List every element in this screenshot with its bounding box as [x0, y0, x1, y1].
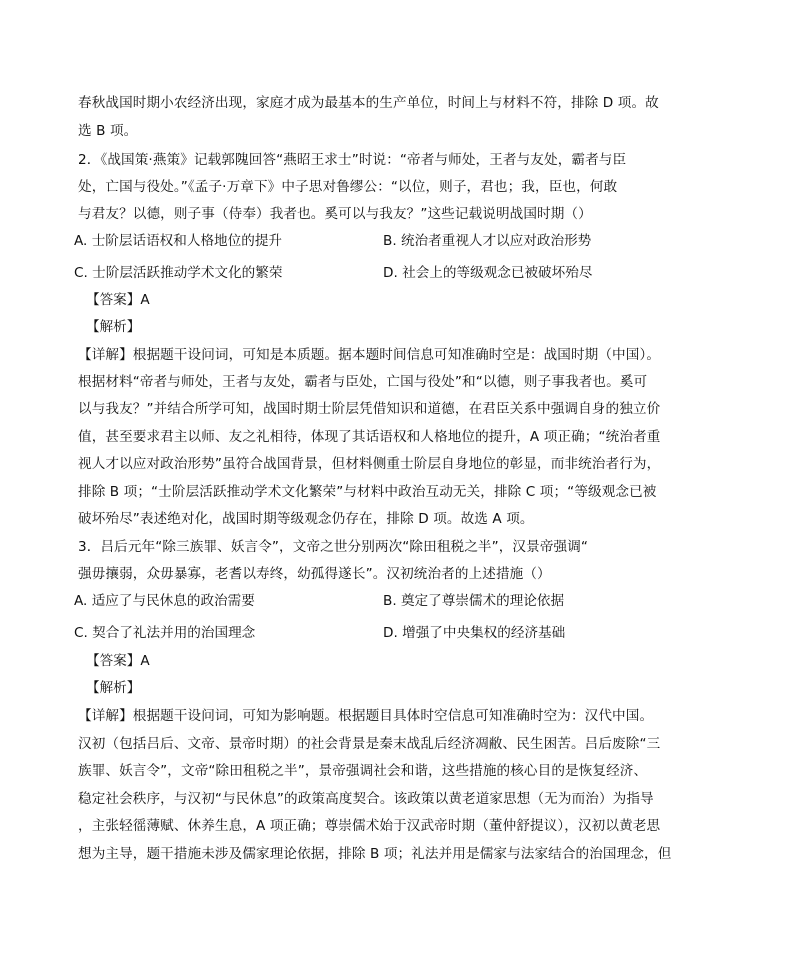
q2-analysis-label: 【解析】 [86, 319, 141, 335]
prev-answer-line: 选 B 项。 [78, 123, 138, 139]
q2-detail: 排除 B 项；“士阶层活跃推动学术文化繁荣”与材料中政治互动无关，排除 C 项；“等级观念已被 [78, 484, 657, 500]
q3-stem: 强毋攘弱，众毋暴寡，老耆以寿终，幼孤得遂长”。汉初统治者的上述措施（） [78, 566, 551, 582]
q3-analysis-label: 【解析】 [86, 680, 141, 696]
q3-detail: 族罪、妖言令”，文帝“除田租税之半”，景帝强调社会和谐，这些措施的核心目的是恢复经济、 [78, 763, 648, 779]
q3-option-b: B. 奠定了尊崇儒术的理论依据 [383, 593, 565, 609]
q3-option-c: C. 契合了礼法并用的治国理念 [74, 625, 256, 641]
q3-option-d: D. 增强了中央集权的经济基础 [383, 625, 566, 641]
q2-option-c: C. 士阶层活跃推动学术文化的繁荣 [74, 265, 283, 281]
q3-answer: 【答案】A [86, 653, 150, 669]
q2-detail: 以与我友？”并结合所学可知，战国时期士阶层凭借知识和道德，在君臣关系中强调自身的独立价 [78, 401, 661, 417]
q2-detail: 【详解】根据题干设问词，可知是本质题。据本题时间信息可知准确时空是：战国时期（中国）。 [78, 347, 661, 363]
q3-detail: 汉初（包括吕后、文帝、景帝时期）的社会背景是秦末战乱后经济凋敝、民生困苦。吕后废除“三 [78, 736, 661, 752]
q2-option-a: A. 士阶层话语权和人格地位的提升 [74, 233, 283, 249]
q2-detail: 视人才以应对政治形势”虽符合战国背景，但材料侧重士阶层自身地位的彰显，而非统治者行为， [78, 456, 661, 472]
q3-detail: 想为主导，题干措施未涉及儒家理论依据，排除 B 项；礼法并用是儒家与法家结合的治国理念，但 [78, 846, 672, 862]
q2-stem: 2．《战国策·燕策》记载郭隗回答“燕昭王求士”时说：“帝者与师处，王者与友处，霸者与臣 [78, 152, 627, 168]
q3-detail: 稳定社会秩序，与汉初“与民休息”的政策高度契合。该政策以黄老道家思想（无为而治）为指导 [78, 791, 654, 807]
q2-option-b: B. 统治者重视人才以应对政治形势 [383, 233, 592, 249]
q3-stem: 3．吕后元年“除三族罪、妖言令”，文帝之世分别两次“除田租税之半”，汉景帝强调“ [78, 539, 589, 555]
q3-option-a: A. 适应了与民休息的政治需要 [74, 593, 255, 609]
prev-answer-line: 春秋战国时期小农经济出现，家庭才成为最基本的生产单位，时间上与材料不符，排除 D 项。故 [78, 95, 659, 111]
q3-detail: ，主张轻徭薄赋、休养生息，A 项正确；尊崇儒术始于汉武帝时期（董仲舒提议），汉初以黄老思 [78, 818, 661, 834]
q3-detail: 【详解】根据题干设问词，可知为影响题。根据题目具体时空信息可知准确时空为：汉代中国。 [78, 708, 654, 724]
q2-detail: 值，甚至要求君主以师、友之礼相待，体现了其话语权和人格地位的提升，A 项正确；“统治者重 [78, 429, 661, 445]
q2-option-d: D. 社会上的等级观念已被破坏殆尽 [383, 265, 593, 281]
q2-detail: 破坏殆尽”表述绝对化，战国时期等级观念仍存在，排除 D 项。故选 A 项。 [78, 511, 534, 527]
q2-stem: 与君友？以德，则子事（侍奉）我者也。奚可以与我友？”这些记载说明战国时期（） [78, 206, 592, 222]
q2-answer: 【答案】A [86, 292, 150, 308]
q2-detail: 根据材料“帝者与师处，王者与友处，霸者与臣处，亡国与役处”和“以德，则子事我者也。奚可 [78, 374, 648, 390]
q2-stem: 处，亡国与役处。”《孟子·万章下》中子思对鲁缪公：“以位，则子，君也；我，臣也，何敢 [78, 179, 618, 195]
